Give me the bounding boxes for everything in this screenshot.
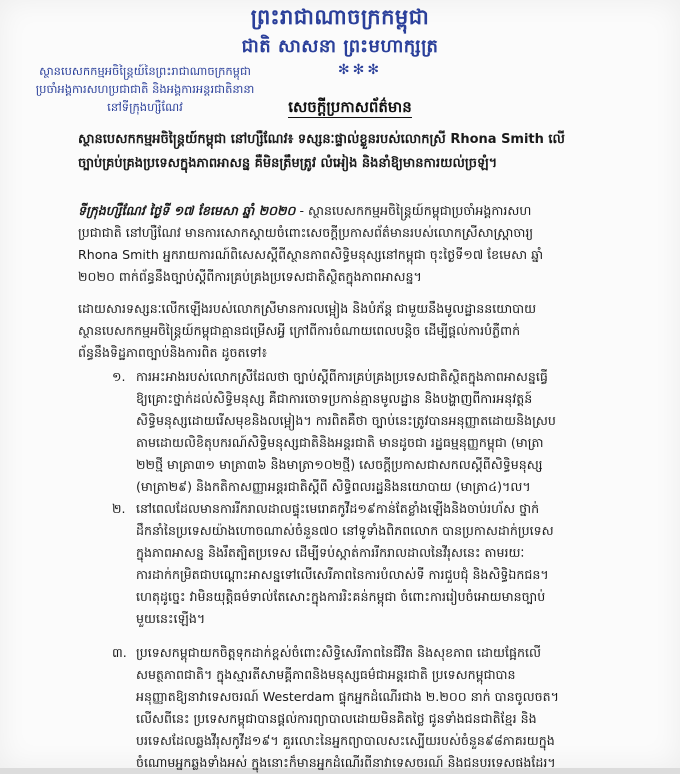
item-line: (មាត្រា២៩) និងកតិកាសញ្ញាអន្តរជាតិស្តីពី សិទ្ធិពលរដ្ឋនិងនយោបាយ (មាត្រា៤)។ល។	[136, 479, 531, 494]
item-line: ក្នុងភាពអាសន្ន និងរឹតត្បិតប្រទេស ដើម្បីទប់ស្កាត់ការរីករាលដាលនៃវីរុសនេះ តាមរយៈ	[136, 545, 525, 560]
national-motto: ជាតិ សាសនា ព្រះមហាក្សត្រ	[241, 36, 439, 57]
item-line: ដឹកនាំនៃប្រទេសយ៉ាងហោចណាស់ចំនួន៧០ នៅទូទាំងពិភពលោក បានប្រកាសដាក់ប្រទេស	[136, 523, 554, 538]
mission-name-block	[14, 62, 276, 116]
item-line: មួយនេះឡើង។	[136, 611, 206, 626]
paragraph-line: ២០២០ ពាក់ព័ន្ធនឹងច្បាប់ស្តីពីការគ្រប់គ្រងប្រទេសជាតិស្ថិតក្នុងភាពអាសន្ន។	[78, 269, 422, 284]
paragraph-clarification	[78, 298, 638, 364]
item-line: តាមដោយលិខិតុបករណ៍សិទ្ធិមនុស្សជាតិនិងអន្តរជាតិ មានដូចជា រដ្ឋធម្មនុញ្ញកម្ពុជា (មាត្រា	[136, 435, 544, 450]
item-line: សមត្ថភាពជាតិ។ ក្នុងស្មារតីសាមគ្គីភាពនិងមនុស្សធម៌ជាអន្តរជាតិ ប្រទេសកម្ពុជាបាន	[136, 667, 516, 682]
item-line: ២២ថ្មី មាត្រា៣១ មាត្រា៣៦ និងមាត្រា១០២ថ្មី) សេចក្តីប្រកាសជាសកលស្តីពីសិទ្ធិមនុស្ស	[136, 457, 543, 472]
item-line: បរទេសដែលឆ្លងវីរុសកូវីដ១៩។ គួរលោះនៃអ្នកព្យាបាលសះស្បើយរបស់ចំនួន៩៨ភាគរយក្នុង	[136, 733, 555, 748]
item-number: ៣.	[112, 645, 127, 660]
ornament-divider: ✻✻✻	[337, 62, 383, 78]
item-line: នៅពេលដែលមានការរីករាលដាលផ្ទុះមេរោគកូវីដ១៩កាន់តែខ្លាំងឡើងនិងចាប់រហ័ស ថ្នាក់	[136, 501, 540, 516]
item-line: លើសពីនេះ ប្រទេសកម្ពុជាបានផ្តល់ការព្យាបាលដោយមិនគិតថ្លៃ ជូនទាំងជនជាតិខ្មែរ និង	[136, 711, 537, 726]
item-line: ការដាក់កម្រិតជាបណ្តោះអាសន្នទៅលើសេរីភាពនៃការបំលាស់ទី ការជួបជុំ និងសិទ្ធិឯកជន។	[136, 567, 549, 582]
item-number: ២.	[112, 501, 126, 516]
mission-line: ប្រចាំអង្គការសហប្រជាជាតិ និងអង្គការអន្តរជាតិនានា	[35, 82, 255, 96]
paragraph-line: ប្រជាជាតិ នៅហ្សឺណែវ មានការសោកស្តាយចំពោះសេចក្តីប្រកាសព័ត៌មានរបស់លោកស្រីសាស្ត្រាចារ្យ	[78, 225, 534, 240]
paragraph-line	[78, 200, 638, 222]
list-item	[78, 642, 648, 774]
mission-line: នៅទីក្រុងហ្សឺណែវ	[107, 100, 183, 114]
item-line: ការអះអាងរបស់លោកស្រីដែលថា ច្បាប់ស្តីពីការគ្រប់គ្រងប្រទេសជាតិស្ថិតក្នុងភាពអាសន្នធ្វើ	[136, 369, 548, 384]
paragraph-line: ដោយសារទស្សនៈលើកឡើងរបស់លោកស្រីមានការលម្អៀង និងបំភ័ន្ត ជាមួយនឹងមូលដ្ឋាននយោបាយ	[78, 301, 537, 316]
paragraph-line: ព័ន្ធនឹងទិដ្ឋភាពច្បាប់និងការពិត ដូចតទៅ៖	[78, 345, 267, 360]
headline-line: ច្បាប់គ្រប់គ្រងប្រទេសក្នុងភាពអាសន្ន គឺមិនត្រឹមត្រូវ លំអៀង និងនាំឱ្យមានការយល់ច្រឡំ។	[78, 156, 498, 171]
headline	[78, 128, 638, 176]
item-line: ប្រទេសកម្ពុជាយកចិត្តទុកដាក់ខ្ពស់ចំពោះសិទ្ធិសេរីភាពនៃជីវិត និងសុខភាព ដោយផ្អែកលើ	[136, 645, 542, 660]
list-item	[78, 366, 648, 498]
paragraph-line: ស្ថានបេសកកម្មអចិន្ត្រៃយ៍កម្ពុជាគ្មានជម្រើសអ្វី ក្រៅពីការចំណាយពេលបន្តិច ដើម្បីផ្តល់ការបំភ្លឺពាក់	[78, 323, 521, 338]
item-line: ហេតុដូច្នេះ វាមិនយុត្តិធម៌ទាល់តែសោះក្នុងការរិះគន់កម្ពុជា ចំពោះការរៀបចំអោយមានច្បាប់	[136, 589, 546, 604]
item-line: សិទ្ធិមនុស្សដោយរើសមុខនិងលម្អៀង។ ការពិតគឺថា ច្បាប់នេះត្រូវបានអនុញ្ញាតដោយនិងស្រប	[136, 413, 556, 428]
kingdom-header: ព្រះរាជាណាចក្រកម្ពុជា	[250, 5, 430, 29]
dateline: ទីក្រុងហ្សឺណែវ ថ្ងៃទី ១៧ ខែមេសា ឆ្នាំ ២០២០	[78, 203, 296, 218]
item-line: អនុញ្ញាតឱ្យនាវាទេសចរណ៍ Westerdam ផ្ទុកអ្នកដំណើរជាង ២.២០០ នាក់ បានចូលចត។	[136, 689, 559, 704]
paragraph-intro	[78, 200, 638, 288]
numbered-points	[78, 366, 648, 774]
dateline-rest: - ស្ថានបេសកកម្មអចិន្ត្រៃយ៍កម្ពុជាប្រចាំអង្គការសហ	[295, 203, 532, 218]
mission-line: ស្ថានបេសកកម្មអចិន្ត្រៃយ៍នៃព្រះរាជាណាចក្រកម្ពុជា	[39, 64, 251, 78]
item-line: ឱ្យគ្រោះថ្នាក់ដល់សិទ្ធិមនុស្ស គឺជាការចោទប្រកាន់គ្មានមូលដ្ឋាន និងបង្ហាញពីការអនុវត្តន៍	[136, 391, 533, 406]
paragraph-line: Rhona Smith អ្នករាយការណ៍ពិសេសស្តីពីស្ថានភាពសិទ្ធិមនុស្សនៅកម្ពុជា ចុះថ្ងៃទី១៧ ខែមេសា ឆ្នាំ	[78, 247, 544, 262]
press-release-title-text: សេចក្តីប្រកាសព័ត៌មាន	[288, 98, 412, 116]
press-release-title	[260, 98, 440, 120]
headline-line: ស្ថានបេសកកម្មអចិន្ត្រៃយ៍កម្ពុជា នៅហ្សឺណែវ៖ ទស្សនៈផ្ទាល់ខ្លួនរបស់លោកស្រី Rhona Smith លើ	[78, 132, 565, 147]
item-line: ចំណោមអ្នកឆ្លងទាំងអស់ ក្នុងនោះក៏មានអ្នកដំណើរពីនាវាទេសចរណ៍ និងជនបរទេសផងដែរ។	[136, 755, 556, 770]
list-item	[78, 498, 648, 630]
item-number: ១.	[112, 369, 126, 384]
